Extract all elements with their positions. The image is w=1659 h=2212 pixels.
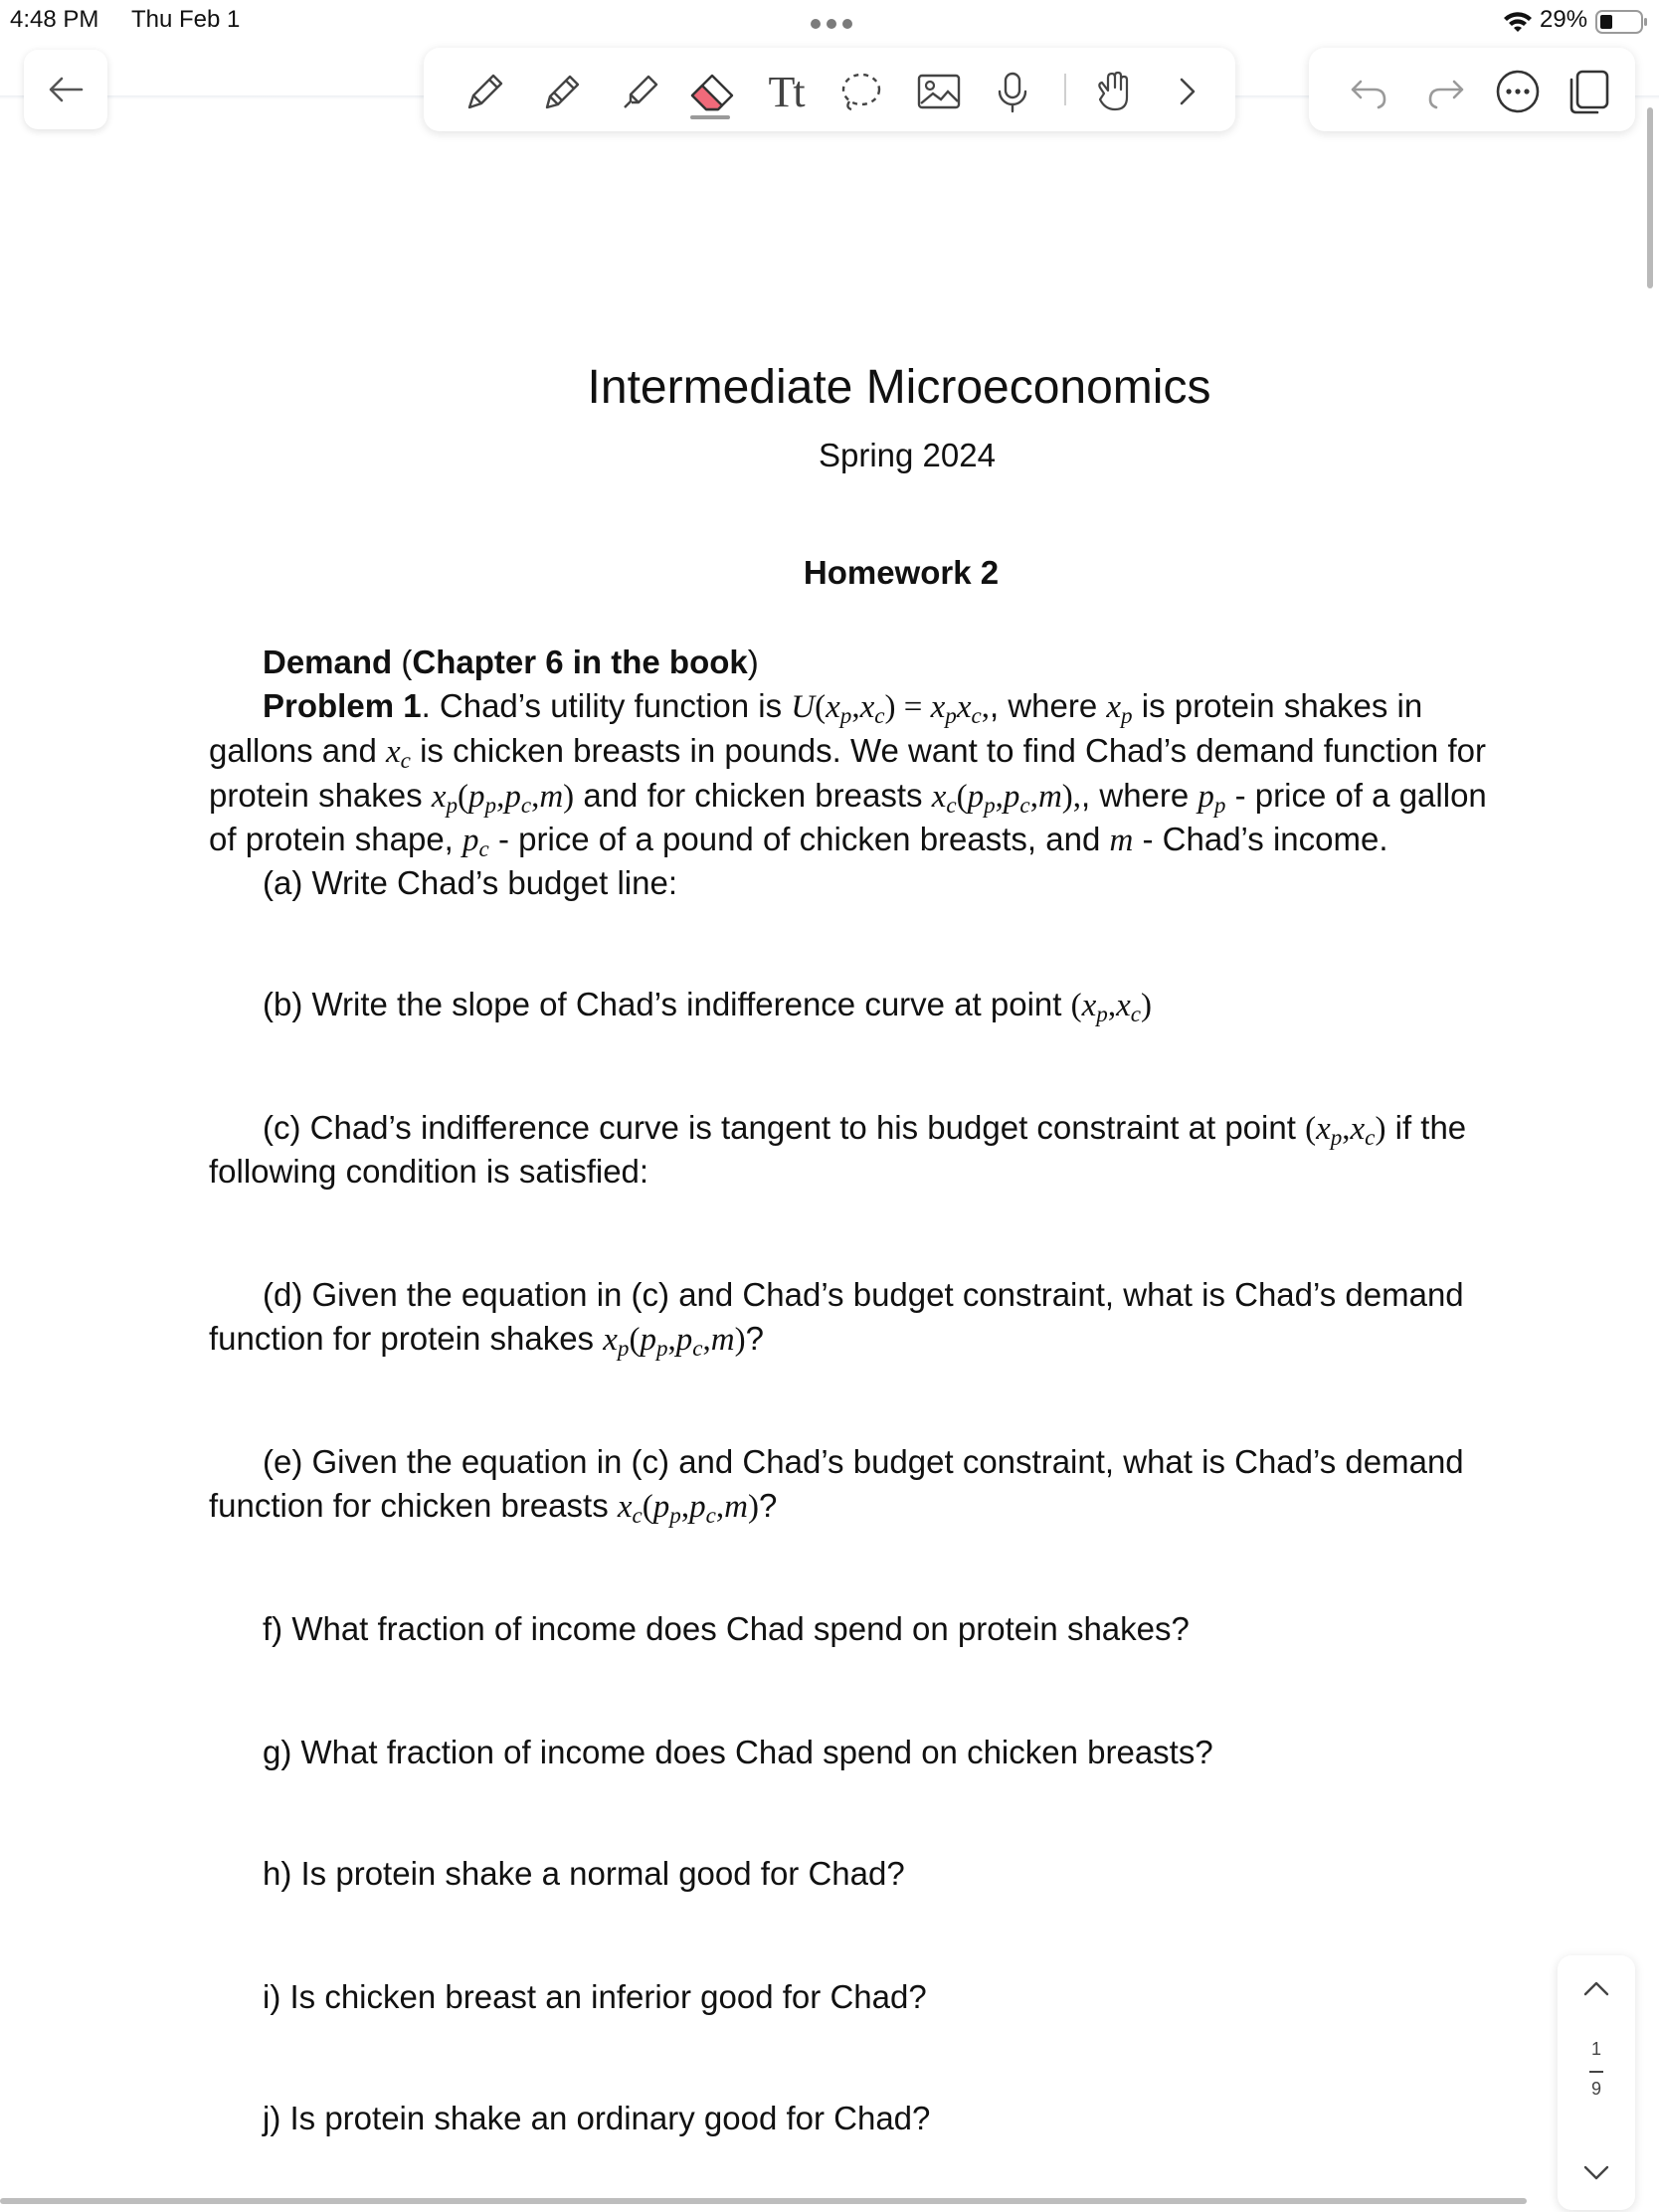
question-d-line1: (d) Given the equation in (c) and Chad’s budget constraint, what is Chad’s demand [263, 1276, 1464, 1313]
chevron-up-icon[interactable] [1581, 1977, 1611, 1999]
section-heading: Demand (Chapter 6 in the book) [263, 644, 759, 680]
total-page-count: 9 [1590, 2079, 1601, 2099]
question-e-line2: function for chicken breasts $x_c(p_p,p_c,m)$? [209, 1487, 778, 1528]
doc-homework: Homework 2 [803, 554, 1000, 591]
battery-percentage: 29% [1540, 6, 1588, 33]
question-c-line1: (c) Chad’s indifference curve is tangent to his budget constraint at point $(x_p,x_c)$ if the [263, 1109, 1467, 1150]
doc-title: Intermediate Microeconomics [587, 361, 1211, 414]
status-time: 4:48 PM [10, 6, 99, 33]
current-page-number: 1 [1590, 2039, 1601, 2059]
question-i: i) Is chicken breast an inferior good for Chad? [263, 1978, 927, 2015]
page-navigator [1558, 1955, 1635, 2210]
chevron-down-icon[interactable] [1581, 2162, 1611, 2184]
problem1-line2: gallons and $x_c$ is chicken breasts in pounds. We want to find Chad’s demand function for [209, 732, 1486, 773]
question-f: f) What fraction of income does Chad spend on protein shakes? [263, 1610, 1190, 1647]
question-h: h) Is protein shake a normal good for Chad? [263, 1855, 905, 1892]
question-b: (b) Write the slope of Chad’s indifference curve at point $(x_p,x_c)$ [263, 986, 1152, 1026]
question-j: j) Is protein shake an ordinary good for Chad? [263, 2100, 931, 2136]
question-d-line2: function for protein shakes $x_p(p_p,p_c,m)$? [209, 1320, 764, 1361]
problem1-line3: protein shakes $x_p(p_p,p_c,m)$ and for chicken breasts $x_c(p_p,p_c,m)$,, where $p_p$ - price of a gallon [209, 777, 1487, 818]
page-separator [1589, 2071, 1603, 2073]
question-c-line2: following condition is satisfied: [209, 1153, 649, 1190]
question-a: (a) Write Chad’s budget line: [263, 864, 677, 901]
problem1-line4: of protein shape, $p_c$ - price of a pound of chicken breasts, and m - Chad’s income. [209, 821, 1388, 861]
question-e-line1: (e) Given the equation in (c) and Chad’s budget constraint, what is Chad’s demand [263, 1443, 1464, 1480]
question-g: g) What fraction of income does Chad spend on chicken breasts? [263, 1734, 1213, 1770]
problem1-line1: Problem 1. Chad’s utility function is $U(x_p,x_c) = x_px_c$,, where $x_p$ is protein shakes in [263, 687, 1423, 728]
doc-term: Spring 2024 [819, 437, 996, 473]
vertical-scrollbar[interactable] [1647, 107, 1653, 288]
text-tool-label: Tt [768, 67, 804, 116]
status-date: Thu Feb 1 [131, 6, 241, 33]
horizontal-scrollbar[interactable] [0, 2198, 1527, 2204]
